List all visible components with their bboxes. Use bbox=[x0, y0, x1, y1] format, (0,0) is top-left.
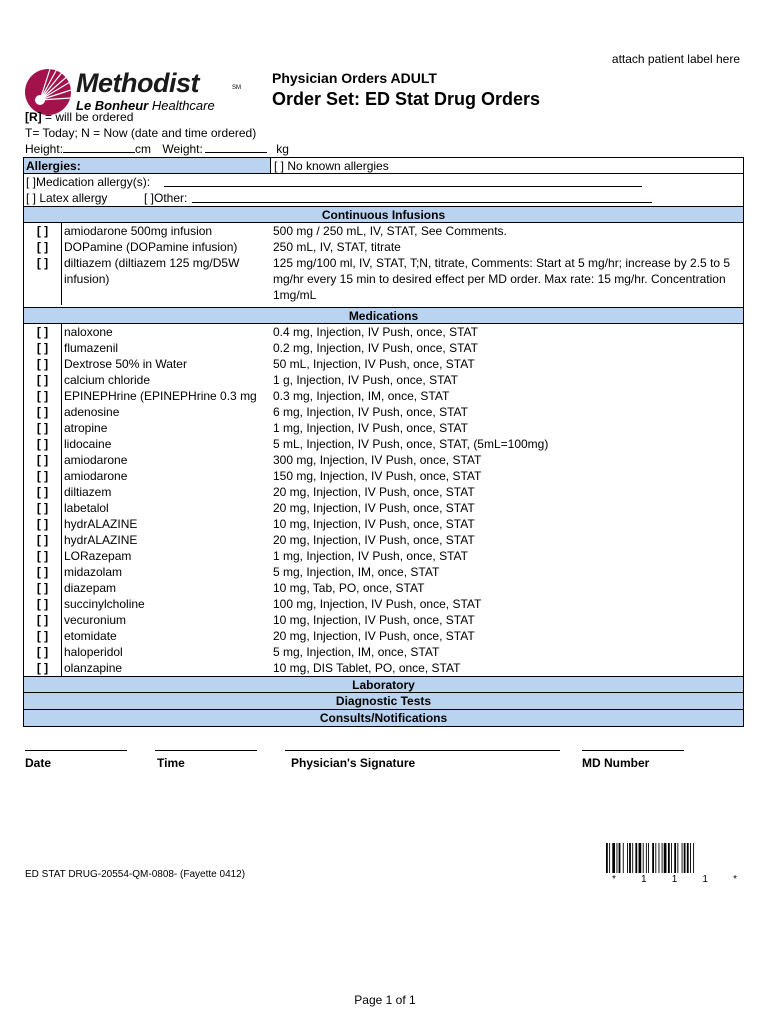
medication-row bbox=[24, 580, 743, 596]
drug-dose: 20 mg, Injection, IV Push, once, STAT bbox=[273, 501, 475, 515]
height-weight-row: Height: cm Weight: kg bbox=[25, 142, 289, 156]
infusion-row bbox=[24, 223, 743, 239]
order-checkbox[interactable]: [ ] bbox=[24, 484, 62, 500]
logo-name: Methodist bbox=[76, 68, 199, 98]
drug-name: calcium chloride bbox=[64, 373, 151, 387]
drug-name: succinylcholine bbox=[64, 597, 145, 611]
barcode-icon bbox=[606, 843, 736, 873]
infusion-row bbox=[24, 255, 743, 305]
medication-allergy-row bbox=[24, 174, 743, 190]
logo-service-mark: SM bbox=[232, 85, 241, 91]
order-checkbox[interactable]: [ ] bbox=[24, 532, 62, 548]
medication-row bbox=[24, 644, 743, 660]
order-checkbox[interactable]: [ ] bbox=[24, 516, 62, 532]
drug-name: haloperidol bbox=[64, 645, 123, 659]
section-consults: Consults/Notifications bbox=[24, 710, 743, 726]
medication-row bbox=[24, 564, 743, 580]
drug-dose: 1 g, Injection, IV Push, once, STAT bbox=[273, 373, 458, 387]
order-checkbox[interactable]: [ ] bbox=[24, 388, 62, 404]
drug-name: amiodarone bbox=[64, 453, 128, 467]
infusion-row bbox=[24, 239, 743, 255]
no-known-allergies-checkbox[interactable]: [ ] No known allergies bbox=[274, 159, 389, 173]
drug-dose: 5 mg, Injection, IM, once, STAT bbox=[273, 565, 440, 579]
barcode-char: 1 bbox=[702, 874, 708, 885]
drug-name: Dextrose 50% in Water bbox=[64, 357, 187, 371]
order-checkbox[interactable]: [ ] bbox=[24, 660, 62, 676]
order-checkbox[interactable]: [ ] bbox=[24, 356, 62, 372]
attach-patient-label: attach patient label here bbox=[611, 52, 740, 66]
medication-row bbox=[24, 340, 743, 356]
order-checkbox[interactable]: [ ] bbox=[24, 324, 62, 340]
drug-dose: 10 mg, Injection, IV Push, once, STAT bbox=[273, 613, 475, 627]
drug-name: vecuronium bbox=[64, 613, 127, 627]
drug-name: diazepam bbox=[64, 581, 117, 595]
drug-name: diltiazem (diltiazem 125 mg/D5W infusion) bbox=[64, 256, 240, 286]
medication-row bbox=[24, 596, 743, 612]
physician-signature-line[interactable] bbox=[285, 750, 560, 751]
drug-dose: 300 mg, Injection, IV Push, once, STAT bbox=[273, 453, 482, 467]
allergies-label: Allergies: bbox=[24, 158, 271, 173]
drug-name: atropine bbox=[64, 421, 108, 435]
date-label: Date bbox=[25, 756, 52, 770]
drug-name: midazolam bbox=[64, 565, 123, 579]
allergies-row bbox=[24, 158, 743, 174]
form-code: ED STAT DRUG-20554-QM-0808- (Fayette 0412) bbox=[25, 869, 246, 880]
medication-row bbox=[24, 516, 743, 532]
date-line[interactable] bbox=[25, 750, 127, 751]
drug-dose: 0.4 mg, Injection, IV Push, once, STAT bbox=[273, 325, 478, 339]
drug-name: olanzapine bbox=[64, 661, 123, 675]
other-allergy-checkbox[interactable]: [ ]Other: bbox=[144, 191, 188, 205]
drug-name: DOPamine (DOPamine infusion) bbox=[64, 240, 238, 254]
drug-name: etomidate bbox=[64, 629, 117, 643]
orders-table bbox=[23, 157, 744, 727]
drug-dose: 5 mL, Injection, IV Push, once, STAT, (5mL=100mg) bbox=[273, 437, 549, 451]
order-checkbox[interactable]: [ ] bbox=[24, 223, 62, 239]
order-set-title: Order Set: ED Stat Drug Orders bbox=[272, 89, 541, 109]
medication-row bbox=[24, 660, 743, 676]
order-checkbox[interactable]: [ ] bbox=[24, 500, 62, 516]
order-checkbox[interactable]: [ ] bbox=[24, 628, 62, 644]
barcode-char: * bbox=[612, 874, 616, 885]
latex-other-row bbox=[24, 190, 743, 206]
section-continuous-infusions: Continuous Infusions bbox=[24, 206, 743, 223]
drug-name: LORazepam bbox=[64, 549, 132, 563]
drug-name: hydrALAZINE bbox=[64, 533, 138, 547]
order-checkbox[interactable]: [ ] bbox=[24, 468, 62, 484]
barcode-char: * bbox=[733, 874, 737, 885]
drug-dose: 150 mg, Injection, IV Push, once, STAT bbox=[273, 469, 482, 483]
order-checkbox[interactable]: [ ] bbox=[24, 420, 62, 436]
medication-row bbox=[24, 612, 743, 628]
section-medications: Medications bbox=[24, 307, 743, 324]
medication-row bbox=[24, 452, 743, 468]
drug-dose: 10 mg, DIS Tablet, PO, once, STAT bbox=[273, 661, 461, 675]
order-checkbox[interactable]: [ ] bbox=[24, 239, 62, 255]
section-laboratory: Laboratory bbox=[24, 676, 743, 693]
drug-name: amiodarone bbox=[64, 469, 128, 483]
medication-row bbox=[24, 468, 743, 484]
order-checkbox[interactable]: [ ] bbox=[24, 596, 62, 612]
medication-allergy-checkbox[interactable]: [ ]Medication allergy(s): bbox=[26, 175, 151, 189]
medication-row bbox=[24, 532, 743, 548]
barcode-char: 1 bbox=[671, 874, 678, 885]
form-title: Physician Orders ADULT bbox=[272, 70, 437, 86]
order-checkbox[interactable]: [ ] bbox=[24, 644, 62, 660]
order-checkbox[interactable]: [ ] bbox=[24, 436, 62, 452]
order-checkbox[interactable]: [ ] bbox=[24, 452, 62, 468]
drug-name: lidocaine bbox=[64, 437, 112, 451]
drug-dose: 125 mg/100 ml, IV, STAT, T;N, titrate, Comments: Start at 5 mg/hr; increase by 2.5 to 5 mg/hr every 15 min to desired effect per MD order. Max rate: 15 mg/hr. Concentration 1mg/mL bbox=[273, 256, 731, 302]
medication-row bbox=[24, 500, 743, 516]
drug-dose: 6 mg, Injection, IV Push, once, STAT bbox=[273, 405, 468, 419]
drug-dose: 0.2 mg, Injection, IV Push, once, STAT bbox=[273, 341, 478, 355]
medication-row bbox=[24, 420, 743, 436]
medication-row bbox=[24, 324, 743, 340]
drug-dose: 10 mg, Tab, PO, once, STAT bbox=[273, 581, 425, 595]
time-line[interactable] bbox=[155, 750, 257, 751]
barcode-text bbox=[612, 874, 737, 885]
order-checkbox[interactable]: [ ] bbox=[24, 580, 62, 596]
medication-row bbox=[24, 484, 743, 500]
latex-allergy-checkbox[interactable]: [ ] Latex allergy bbox=[26, 191, 108, 205]
other-allergy-line bbox=[192, 202, 652, 203]
drug-name: hydrALAZINE bbox=[64, 517, 138, 531]
order-checkbox[interactable]: [ ] bbox=[24, 372, 62, 388]
order-checkbox[interactable]: [ ] bbox=[24, 404, 62, 420]
drug-dose: 20 mg, Injection, IV Push, once, STAT bbox=[273, 533, 475, 547]
barcode-char: 1 bbox=[641, 874, 647, 885]
drug-name: diltiazem bbox=[64, 485, 112, 499]
drug-dose: 50 mL, Injection, IV Push, once, STAT bbox=[273, 357, 475, 371]
drug-dose: 1 mg, Injection, IV Push, once, STAT bbox=[273, 421, 468, 435]
legend-r: [R] = will be ordered bbox=[25, 110, 134, 124]
medication-row bbox=[24, 628, 743, 644]
drug-name: adenosine bbox=[64, 405, 120, 419]
medication-row bbox=[24, 356, 743, 372]
section-diagnostic-tests: Diagnostic Tests bbox=[24, 693, 743, 710]
order-checkbox[interactable]: [ ] bbox=[24, 612, 62, 628]
medication-row bbox=[24, 372, 743, 388]
md-number-label: MD Number bbox=[582, 756, 650, 770]
medication-row bbox=[24, 548, 743, 564]
medications-list bbox=[24, 324, 743, 676]
order-checkbox[interactable]: [ ] bbox=[24, 255, 62, 305]
medication-row bbox=[24, 388, 743, 404]
medication-row bbox=[24, 436, 743, 452]
infusions-list bbox=[24, 223, 743, 305]
drug-name: labetalol bbox=[64, 501, 109, 515]
drug-dose: 500 mg / 250 mL, IV, STAT, See Comments. bbox=[273, 224, 507, 238]
drug-name: naloxone bbox=[64, 325, 113, 339]
md-number-line[interactable] bbox=[582, 750, 684, 751]
drug-dose: 1 mg, Injection, IV Push, once, STAT bbox=[273, 549, 468, 563]
drug-dose: 100 mg, Injection, IV Push, once, STAT bbox=[273, 597, 482, 611]
drug-dose: 5 mg, Injection, IM, once, STAT bbox=[273, 645, 440, 659]
logo-subtitle: Le Bonheur Healthcare bbox=[76, 98, 215, 113]
drug-dose: 20 mg, Injection, IV Push, once, STAT bbox=[273, 629, 475, 643]
drug-dose: 250 mL, IV, STAT, titrate bbox=[273, 240, 401, 254]
medication-allergy-line bbox=[164, 186, 642, 187]
drug-name: flumazenil bbox=[64, 341, 119, 355]
physician-signature-label: Physician's Signature bbox=[291, 756, 416, 770]
order-checkbox[interactable]: [ ] bbox=[24, 340, 62, 356]
drug-dose: 10 mg, Injection, IV Push, once, STAT bbox=[273, 517, 475, 531]
page-number: Page 1 of 1 bbox=[354, 993, 416, 1007]
order-checkbox[interactable]: [ ] bbox=[24, 548, 62, 564]
drug-name: EPINEPHrine (EPINEPHrine 0.3 mg bbox=[64, 389, 257, 403]
drug-dose: 0.3 mg, Injection, IM, once, STAT bbox=[273, 389, 450, 403]
legend-today-now: T= Today; N = Now (date and time ordered) bbox=[25, 126, 257, 140]
medication-row bbox=[24, 404, 743, 420]
time-label: Time bbox=[157, 756, 185, 770]
drug-name: amiodarone 500mg infusion bbox=[64, 224, 213, 238]
drug-dose: 20 mg, Injection, IV Push, once, STAT bbox=[273, 485, 475, 499]
order-checkbox[interactable]: [ ] bbox=[24, 564, 62, 580]
